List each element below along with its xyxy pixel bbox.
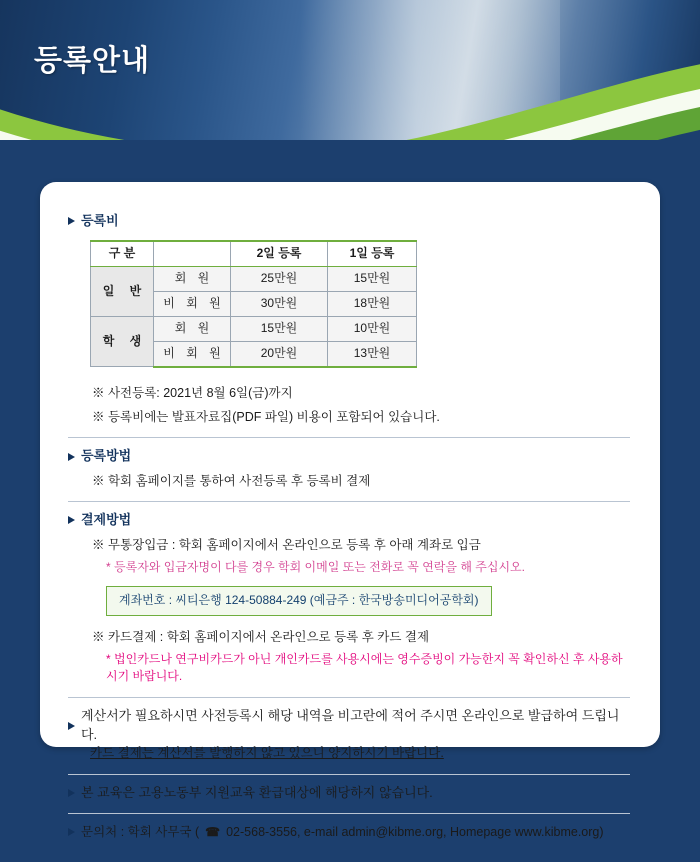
fee-note-proceedings: ※ 등록비에는 발표자료집(PDF 파일) 비용이 포함되어 있습니다. [92, 409, 440, 424]
phone-icon: ☎ [205, 824, 221, 839]
payment-subnote-namemismatch: * 등록자와 입금자명이 다를 경우 학회 이메일 또는 전화로 꼭 연락을 해 주십시오. [106, 560, 525, 575]
fee-group-general: 일 반 [91, 266, 154, 316]
contact-line [81, 823, 604, 841]
fee-one-day: 13만원 [328, 341, 417, 367]
section-refund [68, 784, 630, 803]
fee-type: 회 원 [154, 266, 231, 291]
bank-account-box: 계좌번호 : 씨티은행 124-50884-249 (예금주 : 한국방송미디어공학회) [106, 586, 492, 615]
payment-note-card: ※ 카드결제 : 학회 홈페이지에서 온라인으로 등록 후 카드 결제 [92, 629, 430, 644]
fee-group-student: 학 생 [91, 316, 154, 367]
fee-table [90, 240, 417, 368]
triangle-bullet-icon [68, 516, 75, 524]
fee-note-predeadline: ※ 사전등록: 2021년 8월 6일(금)까지 [92, 385, 293, 400]
divider [68, 501, 630, 502]
fee-one-day: 10만원 [328, 316, 417, 341]
triangle-bullet-icon [68, 453, 75, 461]
fee-one-day: 18만원 [328, 291, 417, 316]
page-title: 등록안내 [34, 45, 151, 77]
table-row [91, 266, 417, 291]
triangle-bullet-icon [68, 722, 75, 730]
triangle-bullet-icon [68, 217, 75, 225]
content-card [40, 182, 660, 840]
section-heading-fee [68, 212, 630, 231]
section-contact [68, 823, 630, 841]
page-header [0, 0, 700, 140]
section-heading-contact [68, 823, 630, 841]
invoice-line-2: 카드 결제는 계산서를 발행하지 않고 있으니 양지하시기 바랍니다. [90, 746, 444, 761]
section-heading-payment-label: 결제방법 [81, 512, 132, 528]
section-payment [68, 511, 630, 686]
payment-subnote-cardwarning: * 법인카드나 연구비카드가 아닌 개인카드를 사용시에는 영수증빙이 가능한지 꼭 확인하신 후 사용하시기 바랍니다. [106, 651, 623, 684]
section-heading-refund [68, 784, 630, 803]
fee-two-day: 25만원 [231, 266, 328, 291]
fee-col-one-day: 1일 등록 [328, 241, 417, 267]
section-fee [68, 212, 630, 426]
fee-col-type [154, 241, 231, 267]
divider [68, 697, 630, 698]
refund-line: 본 교육은 고용노동부 지원교육 환급대상에 해당하지 않습니다. [81, 784, 433, 800]
triangle-bullet-icon [68, 789, 75, 797]
fee-two-day: 15만원 [231, 316, 328, 341]
contact-detail: 02-568-3556, e-mail admin@kibme.org, Homepage www.kibme.org) [226, 825, 604, 840]
section-heading-method [68, 447, 630, 466]
fee-type: 비 회 원 [154, 291, 231, 316]
fee-one-day: 15만원 [328, 266, 417, 291]
method-note: ※ 학회 홈페이지를 통하여 사전등록 후 등록비 결제 [92, 473, 371, 488]
section-heading-fee-label: 등록비 [81, 213, 119, 228]
divider [68, 813, 630, 814]
divider [68, 437, 630, 438]
table-row [91, 316, 417, 341]
fee-type: 비 회 원 [154, 341, 231, 367]
fee-col-two-day: 2일 등록 [231, 241, 328, 267]
section-heading-payment [68, 511, 630, 530]
fee-two-day: 30만원 [231, 291, 328, 316]
fee-type: 회 원 [154, 316, 231, 341]
fee-col-group: 구 분 [91, 241, 154, 267]
divider [68, 774, 630, 775]
section-heading-invoice [68, 707, 630, 745]
section-invoice [68, 707, 630, 763]
fee-two-day: 20만원 [231, 341, 328, 367]
contact-prefix: 문의처 : 학회 사무국 ( [81, 825, 200, 840]
section-heading-method-label: 등록방법 [81, 448, 132, 464]
section-method [68, 447, 630, 490]
fee-table-header-row [91, 241, 417, 267]
invoice-line-1: 계산서가 필요하시면 사전등록시 해당 내역을 비고란에 적어 주시면 온라인으로 발급하여 드립니다. [81, 707, 620, 742]
payment-note-banktransfer: ※ 무통장입금 : 학회 홈페이지에서 온라인으로 등록 후 아래 계좌로 입금 [92, 537, 481, 552]
triangle-bullet-icon [68, 828, 75, 836]
